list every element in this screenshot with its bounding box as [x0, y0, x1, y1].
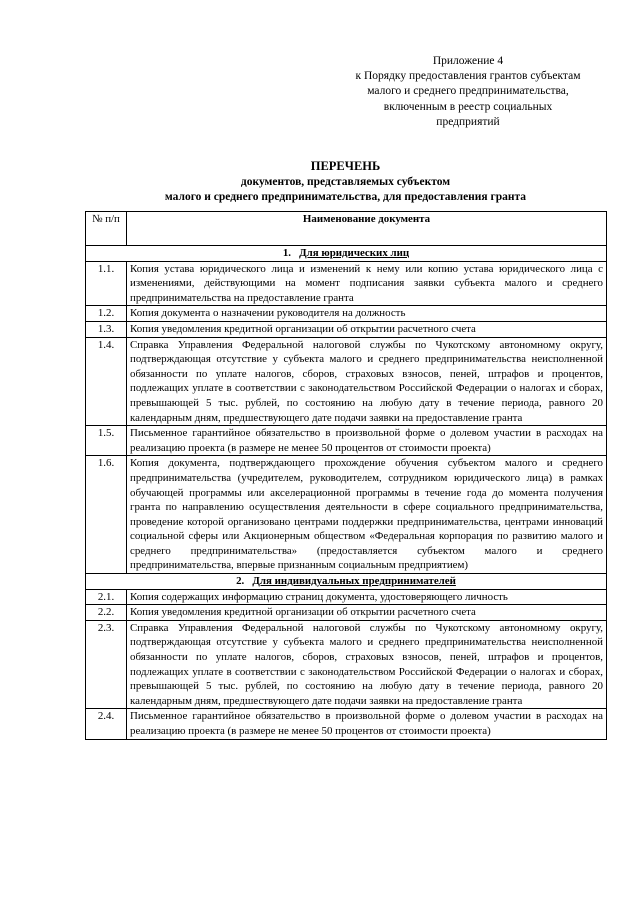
table-row: [86, 605, 607, 621]
row-number: 1.3.: [86, 321, 127, 337]
row-number: 1.5.: [86, 426, 127, 456]
column-header-number: № п/п: [86, 212, 127, 246]
row-number: 1.2.: [86, 306, 127, 322]
section-number: 1.: [282, 247, 291, 259]
appendix-line: включенным в реестр социальных: [383, 100, 553, 113]
table-row: [86, 426, 607, 456]
title-line: документов, представляемых субъектом: [240, 176, 451, 188]
table-row: [86, 306, 607, 322]
row-text: Письменное гарантийное обязательство в произвольной форме о долевом участии в расходах на реализацию проекта (в размере не менее 50 процентов от стоимости проекта): [127, 709, 607, 739]
section-title-text: Для индивидуальных предпринимателей: [252, 575, 456, 588]
section-row-legal-entities: [86, 246, 607, 262]
row-text: Копия документа о назначении руководителя на должность: [127, 306, 607, 322]
table-row: [86, 620, 607, 709]
table-header-row: [86, 212, 607, 246]
section-title-text: Для юридических лиц: [299, 247, 410, 259]
appendix-reference: [333, 54, 603, 130]
section-title: [86, 574, 607, 590]
row-text: Копия содержащих информацию страниц документа, удостоверяющего личность: [127, 589, 607, 605]
title-line: малого и среднего предпринимательства, для предоставления гранта: [164, 191, 527, 203]
row-number: 2.2.: [86, 605, 127, 621]
row-text: Копия устава юридического лица и изменений к нему или копию устава юридического лица с изменениями, действующими на момент подписания заявки субъекта малого и среднего предпринимательства на предоставление гранта: [127, 261, 607, 306]
table-row: [86, 261, 607, 306]
appendix-line: к Порядку предоставления грантов субъектам: [355, 70, 581, 83]
row-text: Копия документа, подтверждающего прохождение обучения субъектом малого и среднего предпринимательства (учредителем, руководителем, сотрудником юридического лица) в рамках обучающей программы или акселерационной программы в течение года до момента получения гранта по направлению осуществления деятельности в сфере социального предпринимательства, проведение которой организовано центрами поддержки предпринимательства, центрами инноваций социальной сферы или Акционерным обществом «Федеральная корпорация по развитию малого и среднего предпринимательства» (предоставляется субъектом малого и среднего предпринимательства, впервые признанным социальным предприятием): [127, 456, 607, 574]
row-text: Копия уведомления кредитной организации об открытии расчетного счета: [127, 321, 607, 337]
appendix-line: малого и среднего предпринимательства,: [367, 85, 569, 98]
table-row: [86, 709, 607, 739]
table-row: [86, 337, 607, 426]
section-title: [86, 246, 607, 262]
row-number: 1.1.: [86, 261, 127, 306]
row-text: Справка Управления Федеральной налоговой службы по Чукотскому автономному округу, подтверждающая отсутствие у субъекта малого и среднего предпринимательства неисполненной обязанности по уплате налогов, сборов, страховых взносов, пеней, штрафов и процентов, подлежащих уплате в соответствии с законодательством Российской Федерации о налогах и сборах, превышающей 5 тыс. рублей, по состоянию на любую дату в течение периода, равного 20 календарным дням, предшествующего дате подачи заявки на предоставление гранта: [127, 337, 607, 426]
section-row-individual-entrepreneurs: [86, 574, 607, 590]
row-text: Справка Управления Федеральной налоговой службы по Чукотскому автономному округу, подтверждающая отсутствие у субъекта малого и среднего предпринимательства неисполненной обязанности по уплате налогов, сборов, страховых взносов, пеней, штрафов и процентов, подлежащих уплате в соответствии с законодательством Российской Федерации о налогах и сборах, превышающей 5 тыс. рублей, по состоянию на любую дату в течение периода, равного 20 календарным дням, предшествующего дате подачи заявки на предоставление гранта: [127, 620, 607, 709]
section-number: 2.: [236, 575, 245, 588]
title-main: ПЕРЕЧЕНЬ: [310, 159, 381, 173]
row-number: 2.4.: [86, 709, 127, 739]
row-number: 1.6.: [86, 456, 127, 574]
row-text: Письменное гарантийное обязательство в произвольной форме о долевом участии в расходах на реализацию проекта (в размере не менее 50 процентов от стоимости проекта): [127, 426, 607, 456]
table-row: [86, 321, 607, 337]
table-row: [86, 456, 607, 574]
appendix-line: Приложение 4: [432, 55, 504, 67]
appendix-line: предприятий: [436, 115, 500, 128]
row-number: 2.1.: [86, 589, 127, 605]
table-row: [86, 589, 607, 605]
column-header-name: Наименование документа: [127, 212, 607, 246]
document-title: [84, 158, 607, 205]
documents-table: [85, 211, 607, 740]
row-text: Копия уведомления кредитной организации об открытии расчетного счета: [127, 605, 607, 621]
row-number: 1.4.: [86, 337, 127, 426]
row-number: 2.3.: [86, 620, 127, 709]
